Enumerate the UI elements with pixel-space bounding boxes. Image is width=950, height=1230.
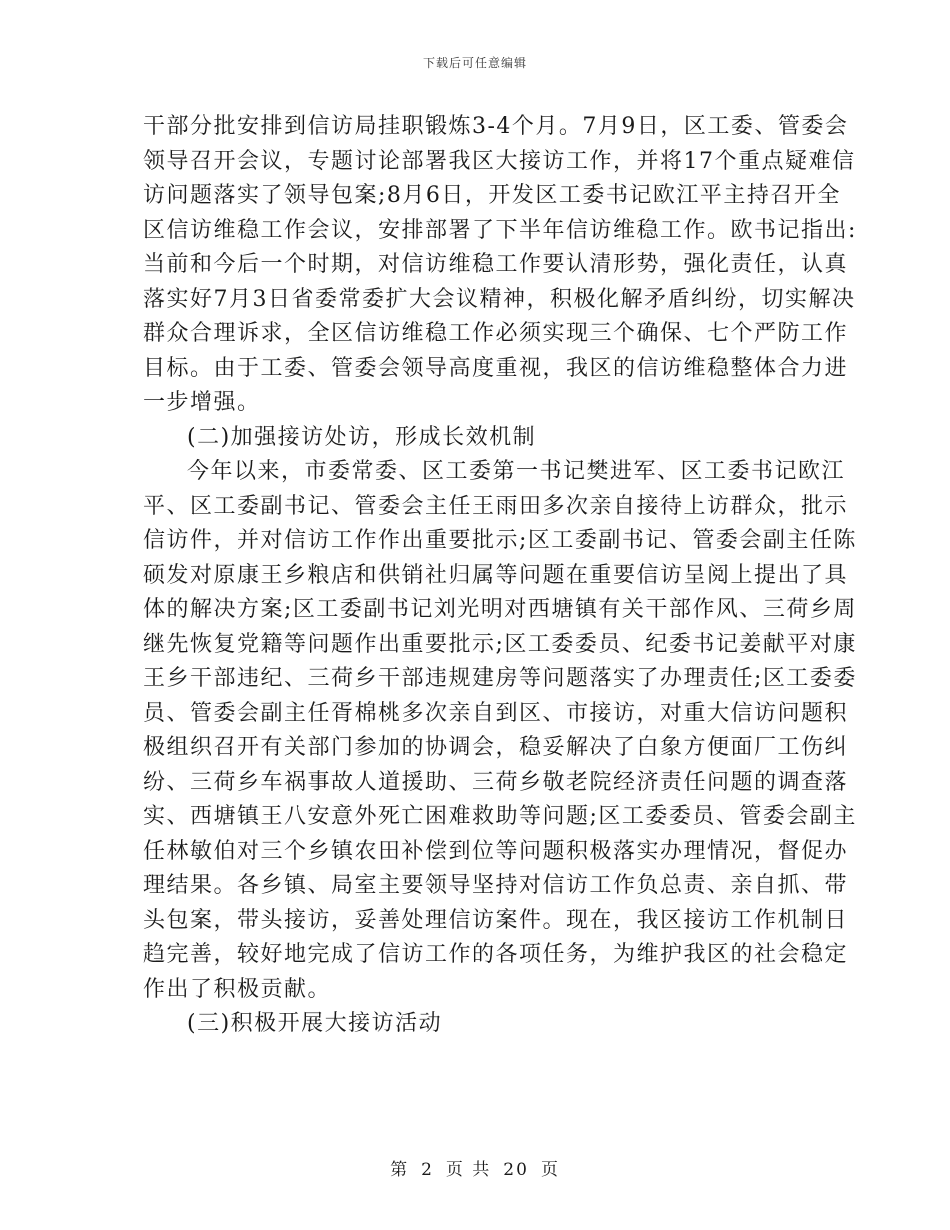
text-line: 信访件，并对信访工作作出重要批示;区工委副书记、管委会副主任陈 [143,528,857,553]
text-line: 继先恢复党籍等问题作出重要批示;区工委委员、纪委书记姜献平对康 [143,631,857,657]
text-line: 任林敏伯对三个乡镇农田补偿到位等问题积极落实办理情况，督促办 [143,838,849,864]
text-line: 员、管委会副主任胥棉桃多次亲自到区、市接访，对重大信访问题积 [143,700,849,726]
text-line: 干部分批安排到信访局挂职锻炼3-4个月。7月9日，区工委、管委会 [143,114,849,139]
footer-prefix: 第 [390,1160,410,1180]
text-line: 领导召开会议，专题讨论部署我区大接访工作，并将17个重点疑难信 [143,148,856,174]
page-footer [0,1155,950,1180]
text-line: 纷、三荷乡车祸事故人道援助、三荷乡敬老院经济责任问题的调查落 [143,769,849,795]
text-line: 头包案，带头接访，妥善处理信访案件。现在，我区接访工作机制日 [143,907,849,933]
paragraph-1 [143,110,857,421]
text-line: 当前和今后一个时期，对信访维稳工作要认清形势，强化责任，认真 [143,252,849,277]
header-note: 下载后可任意编辑 [422,56,527,70]
text-line: 访问题落实了领导包案;8月6日，开发区工委书记欧江平主持召开全 [143,183,841,208]
text-line: 体的解决方案;区工委副书记刘光明对西塘镇有关干部作风、三荷乡周 [143,597,857,622]
paragraph-2 [143,455,857,1007]
text-line: 极组织召开有关部门参加的协调会，稳妥解决了白象方便面厂工伤纠 [143,735,849,760]
text-line: 王乡干部违纪、三荷乡干部违规建房等问题落实了办理责任;区工委委 [143,666,857,691]
section-heading: (三)积极开展大接访活动 [187,1011,443,1036]
text-line: 落实好7月3日省委常委扩大会议精神，积极化解矛盾纠纷，切实解决 [143,286,856,312]
footer-page-number: 2 [421,1160,434,1180]
text-line: 作出了积极贡献。 [143,976,332,1002]
text-line: 实、西塘镇王八安意外死亡困难救助等问题;区工委委员、管委会副主 [143,804,857,829]
document-body [143,110,857,1042]
section-heading: (二)加强接访处访，形成长效机制 [187,424,537,450]
text-line: 区信访维稳工作会议，安排部署了下半年信访维稳工作。欧书记指出: [143,217,857,243]
text-line: 平、区工委副书记、管委会主任王雨田多次亲自接待上访群众，批示 [143,493,849,519]
text-line: 一步增强。 [143,390,261,415]
footer-middle: 页 共 [445,1160,492,1180]
footer-total-pages: 20 [503,1160,529,1180]
footer-suffix: 页 [540,1160,560,1180]
text-line: 硕发对原康王乡粮店和供销社归属等问题在重要信访呈阅上提出了具 [143,562,849,588]
text-line: 群众合理诉求，全区信访维稳工作必须实现三个确保、七个严防工作 [143,321,849,346]
text-line: 今年以来，市委常委、区工委第一书记樊进军、区工委书记欧江 [187,459,846,484]
text-line: 理结果。各乡镇、局室主要领导坚持对信访工作负总责、亲自抓、带 [143,873,849,898]
text-line: 趋完善，较好地完成了信访工作的各项任务，为维护我区的社会稳定 [143,942,849,967]
text-line: 目标。由于工委、管委会领导高度重视，我区的信访维稳整体合力进 [143,355,849,381]
